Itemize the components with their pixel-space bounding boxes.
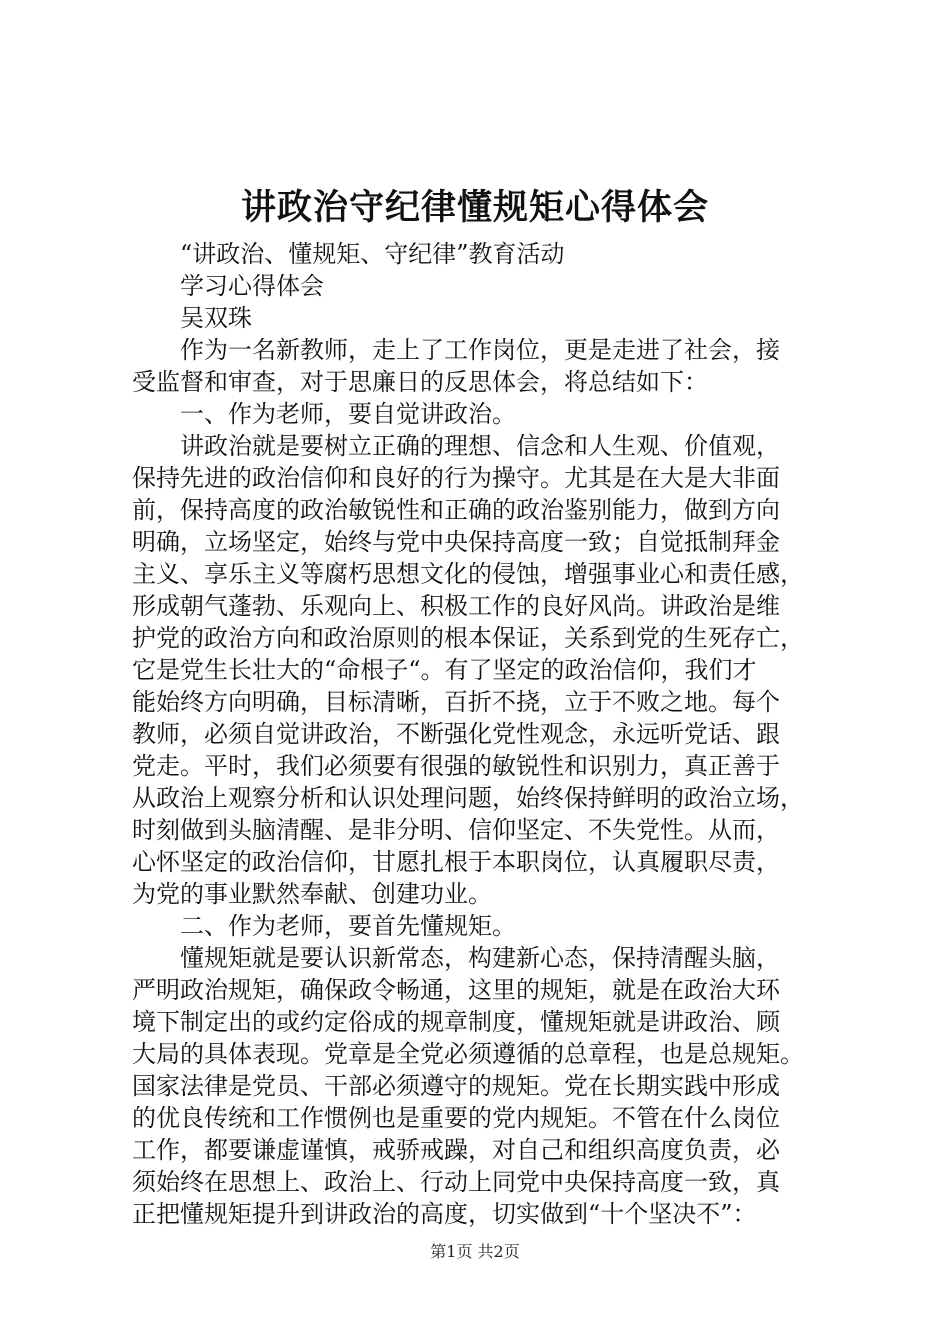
body-line: 工作，都要谦虚谨慎，戒骄戒躁，对自己和组织高度负责，必 (132, 1136, 780, 1164)
body-line: 从政治上观察分析和认识处理问题，始终保持鲜明的政治立场， (132, 784, 804, 812)
body-line: 作为一名新教师，走上了工作岗位，更是走进了社会，接 (180, 336, 780, 364)
body-line: 前，保持高度的政治敏锐性和正确的政治鉴别能力，做到方向 (132, 496, 780, 524)
body-line: 大局的具体表现。党章是全党必须遵循的总章程，也是总规矩。 (132, 1040, 804, 1068)
body-line: 它是党生长壮大的“命根子“。有了坚定的政治信仰，我们才 (132, 656, 757, 684)
document-body (132, 238, 852, 1230)
body-line: 须始终在思想上、政治上、行动上同党中央保持高度一致，真 (132, 1168, 780, 1196)
body-line: 吴双珠 (180, 304, 252, 332)
body-line: 懂规矩就是要认识新常态，构建新心态，保持清醒头脑， (180, 944, 780, 972)
body-line: 讲政治就是要树立正确的理想、信念和人生观、价值观， (180, 432, 780, 460)
section-heading: 一、作为老师，要自觉讲政治。 (180, 400, 516, 428)
body-line: 国家法律是党员、干部必须遵守的规矩。党在长期实践中形成 (132, 1072, 780, 1100)
body-line: 心怀坚定的政治信仰，甘愿扎根于本职岗位，认真履职尽责， (132, 848, 780, 876)
body-line: 受监督和审查，对于思廉日的反思体会，将总结如下： (132, 368, 708, 396)
body-line: 明确，立场坚定，始终与党中央保持高度一致；自觉抵制拜金 (132, 528, 780, 556)
body-line: “讲政治、懂规矩、守纪律”教育活动 (180, 240, 565, 268)
body-line: 时刻做到头脑清醒、是非分明、信仰坚定、不失党性。从而， (132, 816, 780, 844)
document-title: 讲政治守纪律懂规矩心得体会 (240, 187, 709, 228)
body-line: 为党的事业默然奉献、创建功业。 (132, 880, 492, 908)
section-heading: 二、作为老师，要首先懂规矩。 (180, 912, 516, 940)
body-line: 保持先进的政治信仰和良好的行为操守。尤其是在大是大非面 (132, 464, 780, 492)
page-footer: 第1页 共2页 (430, 1242, 520, 1261)
body-line: 护党的政治方向和政治原则的根本保证，关系到党的生死存亡， (132, 624, 804, 652)
body-line: 学习心得体会 (180, 272, 324, 300)
body-line: 正把懂规矩提升到讲政治的高度，切实做到“十个坚决不”： (132, 1200, 757, 1228)
body-line: 境下制定出的或约定俗成的规章制度，懂规矩就是讲政治、顾 (132, 1008, 780, 1036)
body-line: 严明政治规矩，确保政令畅通，这里的规矩，就是在政治大环 (132, 976, 780, 1004)
body-line: 能始终方向明确，目标清晰，百折不挠，立于不败之地。每个 (132, 688, 780, 716)
body-line: 教师，必须自觉讲政治，不断强化党性观念，永远听党话、跟 (132, 720, 780, 748)
body-line: 的优良传统和工作惯例也是重要的党内规矩。不管在什么岗位 (132, 1104, 780, 1132)
body-line: 党走。平时，我们必须要有很强的敏锐性和识别力，真正善于 (132, 752, 780, 780)
body-line: 主义、享乐主义等腐朽思想文化的侵蚀，增强事业心和责任感， (132, 560, 804, 588)
body-line: 形成朝气蓬勃、乐观向上、积极工作的良好风尚。讲政治是维 (132, 592, 780, 620)
